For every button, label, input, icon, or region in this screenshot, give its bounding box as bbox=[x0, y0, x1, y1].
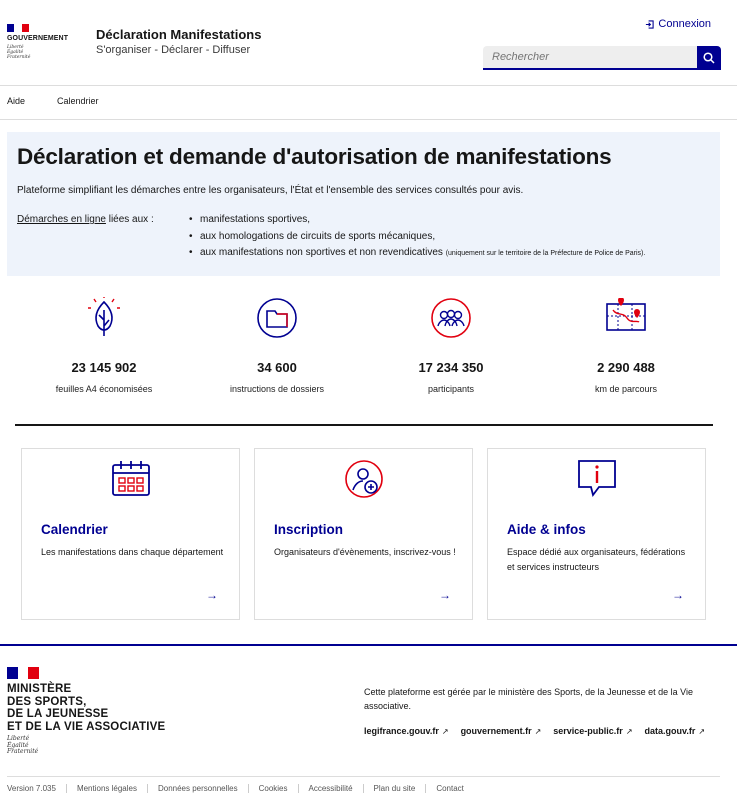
footer-description: Cette plateforme est gérée par le ministère des Sports, de la Jeunesse et de la Vie associative. bbox=[364, 687, 694, 711]
stat-instructions bbox=[207, 296, 347, 394]
card-title[interactable]: Calendrier bbox=[41, 522, 108, 537]
motto: Liberté Égalité Fraternité bbox=[7, 45, 31, 60]
stat-paper bbox=[34, 296, 174, 394]
card-desc: Espace dédié aux organisateurs, fédérations et services instructeurs bbox=[507, 547, 686, 572]
stat-value: 2 290 488 bbox=[597, 360, 655, 375]
login-label: Connexion bbox=[658, 18, 711, 30]
marianne-flag-icon bbox=[7, 667, 39, 679]
footer-bottom-links bbox=[7, 784, 474, 793]
nav-item-calendrier[interactable]: Calendrier bbox=[57, 96, 99, 106]
footer-bottom-link[interactable]: Contact bbox=[425, 784, 474, 793]
tree-icon bbox=[34, 296, 174, 340]
map-icon bbox=[556, 296, 696, 340]
footer-link[interactable]: service-public.fr ↗ bbox=[553, 726, 633, 736]
footer-bottom-link[interactable]: Plan du site bbox=[363, 784, 426, 793]
footer-bottom-link[interactable]: Cookies bbox=[248, 784, 298, 793]
demarches-link[interactable]: Démarches en ligne bbox=[17, 214, 106, 225]
search-bar bbox=[483, 46, 721, 70]
section-divider bbox=[15, 424, 713, 426]
calendar-icon bbox=[22, 457, 239, 501]
list-item: • aux manifestations non sportives et non revendicatives (uniquement sur le territoire de la Préfecture de Police de Paris). bbox=[189, 247, 645, 264]
external-link-icon: ↗ bbox=[625, 727, 633, 736]
main-nav bbox=[0, 86, 737, 120]
login-icon bbox=[645, 20, 654, 29]
search-button[interactable] bbox=[697, 46, 721, 70]
footer-border bbox=[0, 644, 737, 646]
stat-label: km de parcours bbox=[594, 384, 658, 394]
header bbox=[0, 0, 737, 86]
ministry-logo[interactable] bbox=[7, 667, 165, 756]
info-bubble-icon bbox=[488, 457, 705, 501]
stat-value: 23 145 902 bbox=[71, 360, 137, 375]
demarches-list bbox=[189, 214, 645, 264]
user-add-icon bbox=[255, 457, 472, 501]
arrow-right-icon[interactable]: → bbox=[672, 588, 684, 602]
version-label: Version 7.035 bbox=[7, 784, 56, 793]
government-logo[interactable] bbox=[7, 24, 77, 60]
card-desc: Les manifestations dans chaque département bbox=[41, 547, 224, 557]
stat-label: feuilles A4 économisées bbox=[55, 384, 153, 394]
people-icon bbox=[381, 296, 521, 340]
list-item: • aux homologations de circuits de sports mécaniques, bbox=[189, 231, 645, 248]
folder-icon bbox=[207, 296, 347, 340]
ministry-name: MINISTÈRE DES SPORTS, DE LA JEUNESSE ET DE LA VIE ASSOCIATIVE bbox=[7, 683, 166, 733]
hero-section bbox=[7, 132, 720, 276]
external-link-icon: ↗ bbox=[534, 727, 542, 736]
card-inscription[interactable] bbox=[254, 448, 473, 620]
card-desc: Organisateurs d'évènements, inscrivez-vous ! bbox=[274, 547, 456, 557]
search-input[interactable] bbox=[483, 46, 697, 70]
footer-bottom-link[interactable]: Mentions légales bbox=[66, 784, 147, 793]
search-icon bbox=[703, 52, 715, 64]
card-title[interactable]: Aide & infos bbox=[507, 522, 586, 537]
arrow-right-icon[interactable]: → bbox=[206, 588, 218, 602]
list-item: • manifestations sportives, bbox=[189, 214, 645, 231]
stat-label: instructions de dossiers bbox=[229, 384, 325, 394]
footer-bottom-link[interactable]: Données personnelles bbox=[147, 784, 248, 793]
stat-km bbox=[556, 296, 696, 394]
login-link[interactable] bbox=[645, 18, 711, 30]
card-calendrier[interactable] bbox=[21, 448, 240, 620]
stat-value: 34 600 bbox=[257, 360, 297, 375]
card-aide-infos[interactable] bbox=[487, 448, 706, 620]
marianne-flag-icon bbox=[7, 24, 29, 32]
external-link-icon: ↗ bbox=[698, 727, 706, 736]
card-title[interactable]: Inscription bbox=[274, 522, 344, 537]
footer-link[interactable]: legifrance.gouv.fr ↗ bbox=[364, 726, 449, 736]
footer-link[interactable]: data.gouv.fr ↗ bbox=[644, 726, 706, 736]
motto: Liberté Égalité Fraternité bbox=[7, 735, 39, 755]
external-link-icon: ↗ bbox=[441, 727, 449, 736]
arrow-right-icon[interactable]: → bbox=[439, 588, 451, 602]
site-title[interactable]: Déclaration Manifestations bbox=[96, 27, 262, 42]
site-tagline: S'organiser - Déclarer - Diffuser bbox=[96, 44, 251, 56]
footer-link[interactable]: gouvernement.fr ↗ bbox=[460, 726, 542, 736]
hero-lead: Démarches en ligne liées aux : bbox=[17, 214, 154, 225]
stat-label: participants bbox=[427, 384, 475, 394]
stat-participants bbox=[381, 296, 521, 394]
stat-value: 17 234 350 bbox=[418, 360, 484, 375]
footer-separator bbox=[7, 776, 720, 777]
footer-links bbox=[364, 726, 705, 736]
footer-bottom-link[interactable]: Accessibilité bbox=[298, 784, 363, 793]
nav-item-aide[interactable]: Aide bbox=[7, 96, 26, 106]
gov-name: GOUVERNEMENT bbox=[7, 35, 69, 42]
hero-intro: Plateforme simplifiant les démarches entre les organisateurs, l'État et l'ensemble des services consultés pour avis. bbox=[17, 185, 524, 196]
page-title: Déclaration et demande d'autorisation de manifestations bbox=[17, 144, 612, 169]
